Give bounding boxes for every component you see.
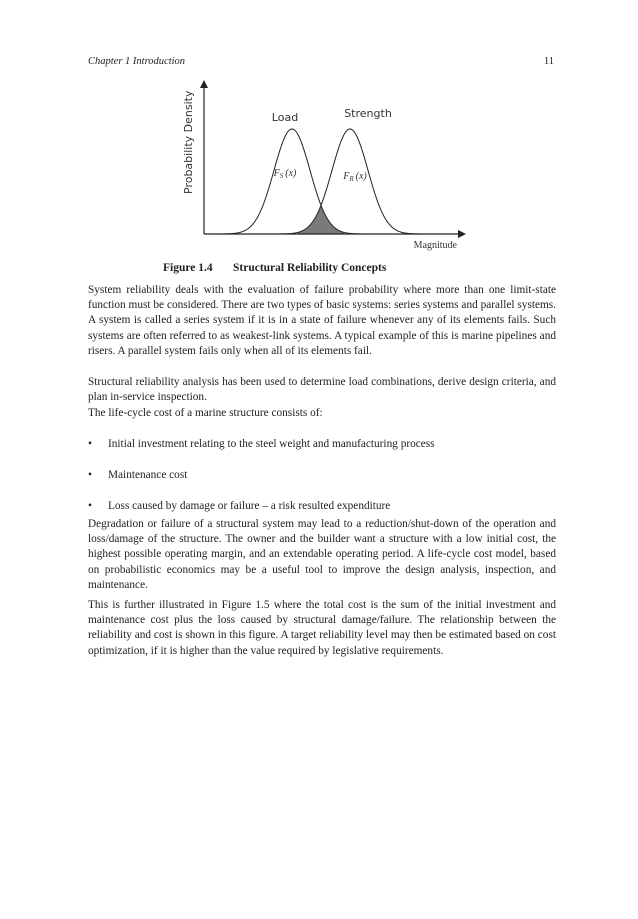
figure-caption: [163, 262, 386, 274]
strength-label: Strength: [344, 107, 392, 120]
running-header-chapter: Chapter 1 Introduction: [88, 56, 186, 67]
load-function-label: $F_S$ (x): [273, 168, 297, 180]
bullet-icon: •: [88, 500, 92, 512]
bullet-icon: •: [88, 469, 92, 481]
paragraph-reliability-analysis: Structural reliability analysis has been used to determine load combinations, derive design criteria, and plan in-service inspection.: [88, 376, 556, 404]
paragraph-life-cycle-intro: The life-cycle cost of a marine structure consists of:: [88, 407, 323, 419]
figure-caption-number: Figure 1.4: [163, 262, 213, 274]
bullet-icon: •: [88, 438, 92, 450]
paragraph-system-reliability: System reliability deals with the evaluation of failure probability where more than one limit-state function must be considered. There are two types of basic systems: series systems and parallel systems. A system is called a series system if it is in a state of failure whenever any of its elements fails. Such systems are often referred to as weakest-link systems. A typical example of this is marine pipelines and risers. A parallel system fails only when all of its elements fail.: [88, 284, 556, 357]
reliability-plot: [170, 78, 470, 254]
reliability-figure: [170, 78, 470, 254]
paragraph-degradation: Degradation or failure of a structural system may lead to a reduction/shut-down of the operation and loss/damage of the structure. The owner and the builder want a structure with a low initial cost, the highest possible operating margin, and an extendable operating period. A life-cycle cost model, based on probabilistic economics may be a useful tool to improve the design analysis, inspection, and maintenance.: [88, 518, 556, 591]
strength-function-label: $F_R$ (x): [343, 171, 367, 183]
figure-caption-title: Structural Reliability Concepts: [233, 262, 387, 274]
paragraph-figure-reference: This is further illustrated in Figure 1.5 where the total cost is the sum of the initial investment and maintenance cost plus the loss caused by structural damage/failure. The relationship between the reliability and cost is shown in this figure. A target reliability level may then be estimated based on cost optimization, if it is higher than the value required by legislative requirements.: [88, 599, 556, 657]
x-axis-label: Magnitude: [413, 240, 457, 251]
load-label: Load: [271, 111, 299, 124]
y-axis-label: Probability Density: [182, 90, 195, 194]
page-number: 11: [543, 56, 554, 67]
